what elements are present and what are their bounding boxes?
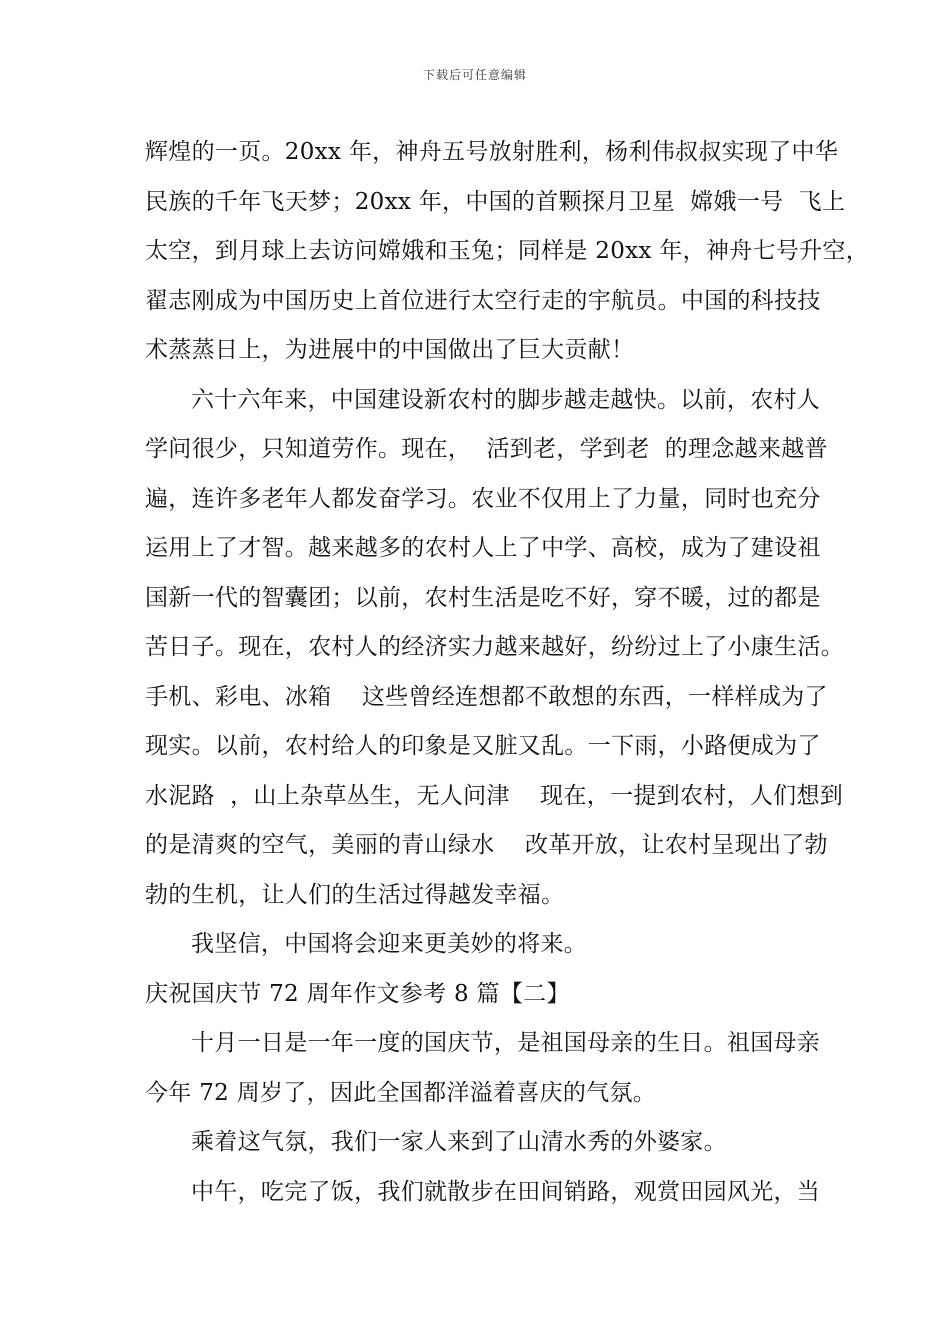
paragraph-start-line: 我坚信，中国将会迎来更美妙的将来。 <box>191 931 588 957</box>
text-line: 运用上了才智。越来越多的农村人上了中学、高校，成为了建设祖 <box>145 535 821 561</box>
text-line: 现实。以前，农村给人的印象是又脏又乱。一下雨，小路便成为了 <box>145 733 821 759</box>
text-line: 遍，连许多老年人都发奋学习。农业不仅用上了力量，同时也充分 <box>145 485 821 512</box>
text-line: 勃的生机，让人们的生活过得越发幸福。 <box>145 881 565 908</box>
text-line: 水泥路 ，山上杂草丛生，无人问津 现在，一提到农村，人们想到 <box>145 782 844 809</box>
text-line: 学问很少，只知道劳作。现在， 活到老，学到老 的理念越来越普 <box>145 436 828 462</box>
text-line: 民族的千年飞天梦；20xx 年，中国的首颗探月卫星 嫦娥一号 飞上 <box>145 188 846 215</box>
text-line: 辉煌的一页。20xx 年，神舟五号放射胜利，杨利伟叔叔实现了中华 <box>145 139 839 165</box>
paragraph-start-line: 六十六年来，中国建设新农村的脚步越走越快。以前，农村人 <box>191 386 821 413</box>
section-heading: 庆祝国庆节 72 周年作文参考 8 篇【二】 <box>145 980 570 1007</box>
text-line: 手机、彩电、冰箱 这些曾经连想都不敢想的东西，一样样成为了 <box>145 683 828 710</box>
text-line: 苦日子。现在，农村人的经济实力越来越好，纷纷过上了小康生活。 <box>145 634 844 660</box>
text-line: 太空，到月球上去访问嫦娥和玉兔；同样是 20xx 年，神舟七号升空， <box>145 238 870 264</box>
paragraph-start-line: 中午，吃完了饭，我们就散步在田间销路，观赏田园风光，当 <box>191 1178 821 1205</box>
document-body <box>145 128 870 1217</box>
text-line: 翟志刚成为中国历史上首位进行太空行走的宇航员。中国的科技技 <box>145 287 821 314</box>
page-header-note: 下载后可任意编辑 <box>422 68 527 82</box>
text-line: 今年 72 周岁了，因此全国都洋溢着喜庆的气氛。 <box>145 1079 657 1106</box>
paragraph-start-line: 乘着这气氛，我们一家人来到了山清水秀的外婆家。 <box>191 1129 727 1155</box>
paragraph-start-line: 十月一日是一年一度的国庆节，是祖国母亲的生日。祖国母亲 <box>191 1030 821 1056</box>
text-line: 国新一代的智囊团；以前，农村生活是吃不好，穿不暖，过的都是 <box>145 584 821 611</box>
text-line: 的是清爽的空气，美丽的青山绿水 改革开放，让农村呈现出了勃 <box>145 832 828 858</box>
text-line: 术蒸蒸日上，为进展中的中国做出了巨大贡献！ <box>145 337 635 363</box>
